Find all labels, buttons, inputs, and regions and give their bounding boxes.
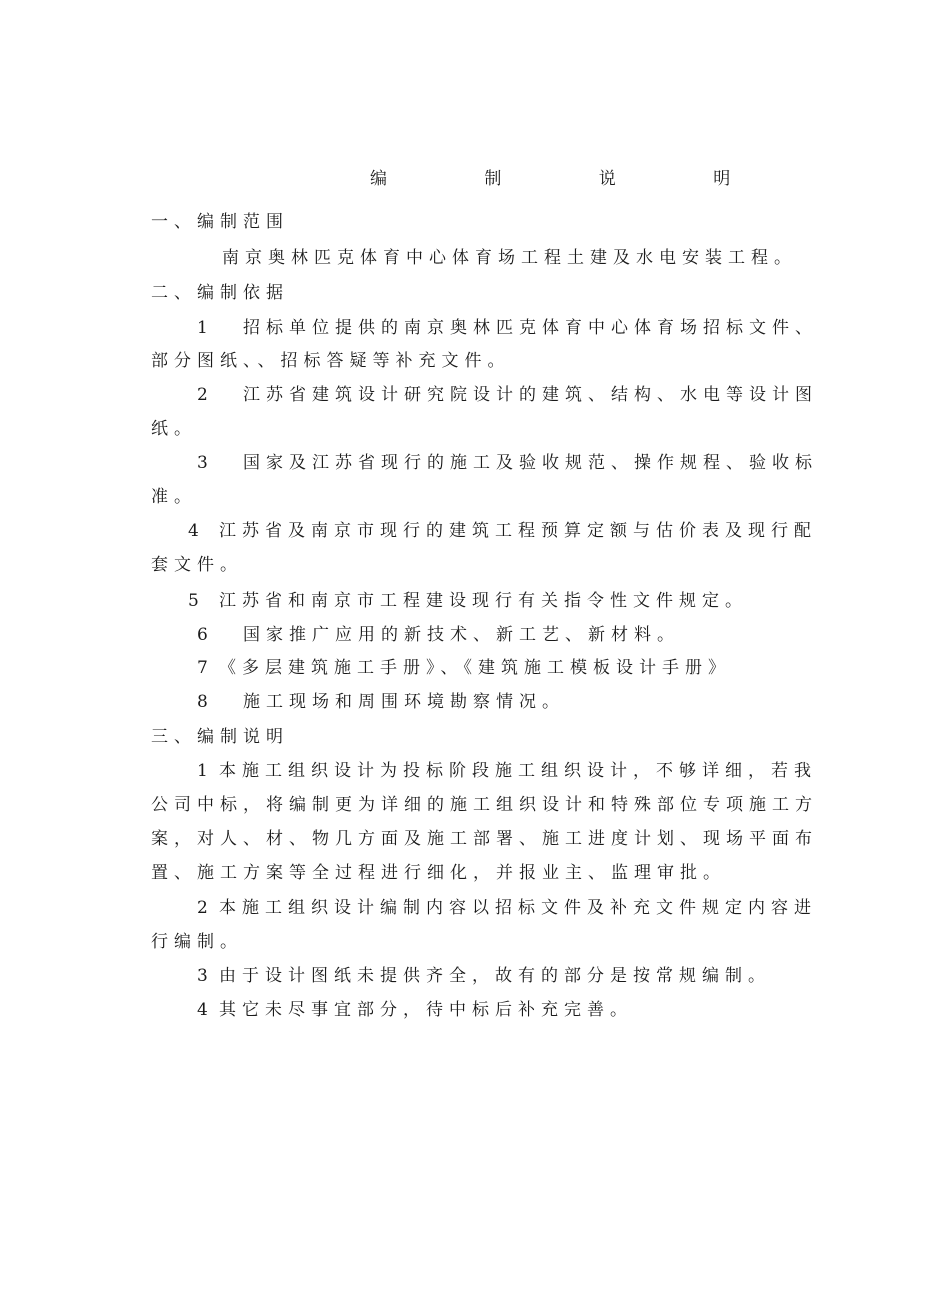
item-number: 1 bbox=[197, 761, 214, 781]
section-heading: 三、编制说明 bbox=[151, 727, 289, 747]
item-line: 本施工组织设计编制内容以招标文件及补充文件规定内容进 bbox=[219, 898, 817, 918]
item-number: 4 bbox=[197, 1000, 214, 1020]
item-number: 6 bbox=[197, 625, 214, 645]
section-heading: 二、编制依据 bbox=[151, 283, 289, 303]
item-line: 案，对人、材、物几方面及施工部署、施工进度计划、现场平面布 bbox=[151, 829, 818, 849]
item-line: 由于设计图纸未提供齐全，故有的部分是按常规编制。 bbox=[219, 966, 771, 986]
item-line: 江苏省和南京市工程建设现行有关指令性文件规定。 bbox=[219, 591, 748, 611]
item-line: 施工现场和周围环境勘察情况。 bbox=[243, 692, 565, 712]
item-line: 江苏省及南京市现行的建筑工程预算定额与估价表及现行配 bbox=[219, 521, 817, 541]
section-heading: 一、编制范围 bbox=[151, 212, 289, 232]
item-line: 本施工组织设计为投标阶段施工组织设计，不够详细，若我 bbox=[219, 761, 817, 781]
item-line: 置、施工方案等全过程进行细化，并报业主、监理审批。 bbox=[151, 863, 726, 883]
item-line: 部分图纸、、招标答疑等补充文件。 bbox=[151, 351, 511, 371]
item-line: 套文件。 bbox=[151, 555, 243, 575]
item-line: 《多层建筑施工手册》、《建筑施工模板设计手册》 bbox=[219, 658, 731, 678]
item-number: 4 bbox=[188, 521, 205, 541]
item-line: 行编制。 bbox=[151, 932, 243, 952]
item-line: 国家及江苏省现行的施工及验收规范、操作规程、验收标 bbox=[243, 453, 818, 473]
item-line: 江苏省建筑设计研究院设计的建筑、结构、水电等设计图 bbox=[243, 385, 818, 405]
item-line: 公司中标，将编制更为详细的施工组织设计和特殊部位专项施工方 bbox=[151, 795, 818, 815]
paragraph-line: 南京奥林匹克体育中心体育场工程土建及水电安装工程。 bbox=[222, 248, 797, 268]
page-title: 编 制 说 明 bbox=[370, 169, 777, 189]
item-number: 5 bbox=[188, 591, 205, 611]
item-line: 准。 bbox=[151, 487, 197, 507]
item-number: 2 bbox=[197, 898, 214, 918]
item-number: 8 bbox=[197, 692, 214, 712]
item-line: 纸。 bbox=[151, 419, 197, 439]
item-number: 1 bbox=[197, 318, 214, 338]
item-line: 招标单位提供的南京奥林匹克体育中心体育场招标文件、 bbox=[243, 318, 818, 338]
item-number: 7 bbox=[197, 658, 214, 678]
item-line: 其它未尽事宜部分，待中标后补充完善。 bbox=[219, 1000, 633, 1020]
item-line: 国家推广应用的新技术、新工艺、新材料。 bbox=[243, 625, 680, 645]
item-number: 3 bbox=[197, 453, 214, 473]
item-number: 3 bbox=[197, 966, 214, 986]
item-number: 2 bbox=[197, 385, 214, 405]
